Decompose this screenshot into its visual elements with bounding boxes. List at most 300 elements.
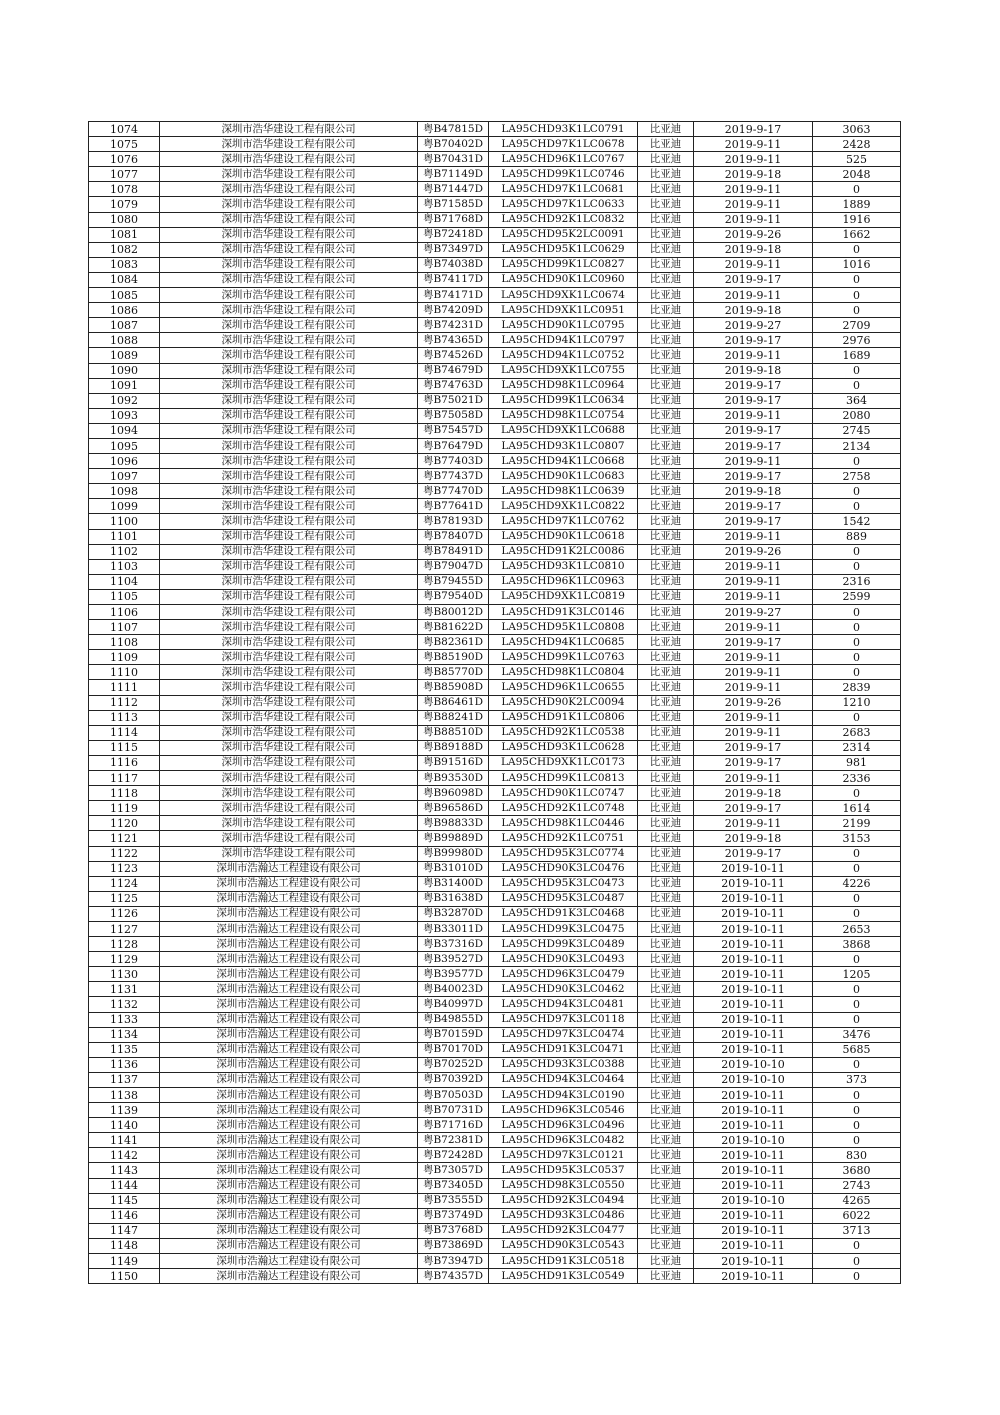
date-cell: 2019-9-11 [694,680,813,695]
vin-cell: LA95CHD91K3LC0549 [489,1269,638,1284]
row-number-cell: 1138 [89,1088,160,1103]
date-cell: 2019-9-11 [694,212,813,227]
plate-cell: 粤B75058D [418,408,489,423]
vin-cell: LA95CHD92K1LC0832 [489,212,638,227]
vin-cell: LA95CHD94K3LC0464 [489,1072,638,1087]
value-cell: 0 [813,846,901,861]
row-number-cell: 1102 [89,544,160,559]
plate-cell: 粤B40997D [418,997,489,1012]
plate-cell: 粤B73869D [418,1238,489,1253]
brand-cell: 比亚迪 [638,1223,694,1238]
date-cell: 2019-9-11 [694,620,813,635]
value-cell: 0 [813,605,901,620]
table-row [89,1057,901,1072]
company-cell: 深圳市浩瀚达工程建设有限公司 [160,861,418,876]
row-number-cell: 1135 [89,1042,160,1057]
value-cell: 2653 [813,921,901,936]
vin-cell: LA95CHD99K1LC0746 [489,167,638,182]
value-cell: 2683 [813,725,901,740]
table-row [89,1088,901,1103]
row-number-cell: 1077 [89,167,160,182]
vin-cell: LA95CHD98K1LC0754 [489,408,638,423]
company-cell: 深圳市浩华建设工程有限公司 [160,197,418,212]
table-row [89,272,901,287]
vin-cell: LA95CHD98K1LC0446 [489,816,638,831]
plate-cell: 粤B33011D [418,921,489,936]
value-cell: 0 [813,1118,901,1133]
brand-cell: 比亚迪 [638,665,694,680]
plate-cell: 粤B39527D [418,952,489,967]
row-number-cell: 1148 [89,1238,160,1253]
date-cell: 2019-9-18 [694,484,813,499]
date-cell: 2019-10-11 [694,1269,813,1284]
brand-cell: 比亚迪 [638,378,694,393]
company-cell: 深圳市浩华建设工程有限公司 [160,257,418,272]
vin-cell: LA95CHD91K1LC0806 [489,710,638,725]
row-number-cell: 1136 [89,1057,160,1072]
company-cell: 深圳市浩瀚达工程建设有限公司 [160,1042,418,1057]
value-cell: 2758 [813,469,901,484]
plate-cell: 粤B70731D [418,1103,489,1118]
value-cell: 0 [813,906,901,921]
company-cell: 深圳市浩华建设工程有限公司 [160,167,418,182]
date-cell: 2019-9-17 [694,393,813,408]
plate-cell: 粤B77641D [418,499,489,514]
value-cell: 2134 [813,438,901,453]
vin-cell: LA95CHD92K1LC0751 [489,831,638,846]
row-number-cell: 1119 [89,801,160,816]
date-cell: 2019-10-11 [694,906,813,921]
value-cell: 3476 [813,1027,901,1042]
value-cell: 0 [813,620,901,635]
company-cell: 深圳市浩华建设工程有限公司 [160,816,418,831]
plate-cell: 粤B77437D [418,469,489,484]
row-number-cell: 1103 [89,559,160,574]
plate-cell: 粤B49855D [418,1012,489,1027]
company-cell: 深圳市浩瀚达工程建设有限公司 [160,1027,418,1042]
brand-cell: 比亚迪 [638,544,694,559]
row-number-cell: 1087 [89,318,160,333]
row-number-cell: 1110 [89,665,160,680]
vin-cell: LA95CHD97K3LC0118 [489,1012,638,1027]
date-cell: 2019-10-11 [694,1088,813,1103]
vin-cell: LA95CHD91K3LC0468 [489,906,638,921]
vin-cell: LA95CHD90K3LC0493 [489,952,638,967]
company-cell: 深圳市浩华建设工程有限公司 [160,227,418,242]
value-cell: 2048 [813,167,901,182]
company-cell: 深圳市浩瀚达工程建设有限公司 [160,1269,418,1284]
company-cell: 深圳市浩华建设工程有限公司 [160,499,418,514]
company-cell: 深圳市浩华建设工程有限公司 [160,771,418,786]
vin-cell: LA95CHD99K1LC0763 [489,650,638,665]
plate-cell: 粤B74231D [418,318,489,333]
date-cell: 2019-10-10 [694,1057,813,1072]
vin-cell: LA95CHD9XK1LC0173 [489,755,638,770]
plate-cell: 粤B74365D [418,333,489,348]
plate-cell: 粤B88510D [418,725,489,740]
plate-cell: 粤B89188D [418,740,489,755]
vin-cell: LA95CHD99K1LC0813 [489,771,638,786]
plate-cell: 粤B96098D [418,786,489,801]
date-cell: 2019-9-11 [694,408,813,423]
date-cell: 2019-10-11 [694,861,813,876]
date-cell: 2019-9-18 [694,167,813,182]
brand-cell: 比亚迪 [638,363,694,378]
vin-cell: LA95CHD94K1LC0797 [489,333,638,348]
value-cell: 4265 [813,1193,901,1208]
value-cell: 0 [813,1012,901,1027]
table-row [89,122,901,137]
table-row [89,589,901,604]
table-row [89,861,901,876]
table-row [89,1254,901,1269]
company-cell: 深圳市浩华建设工程有限公司 [160,122,418,137]
vin-cell: LA95CHD99K3LC0475 [489,921,638,936]
table-row [89,680,901,695]
brand-cell: 比亚迪 [638,1042,694,1057]
value-cell: 0 [813,861,901,876]
company-cell: 深圳市浩华建设工程有限公司 [160,393,418,408]
brand-cell: 比亚迪 [638,771,694,786]
value-cell: 0 [813,378,901,393]
value-cell: 0 [813,650,901,665]
vin-cell: LA95CHD99K3LC0489 [489,937,638,952]
plate-cell: 粤B70159D [418,1027,489,1042]
date-cell: 2019-10-11 [694,921,813,936]
plate-cell: 粤B79540D [418,589,489,604]
table-row [89,1269,901,1284]
table-row [89,846,901,861]
row-number-cell: 1124 [89,876,160,891]
brand-cell: 比亚迪 [638,1133,694,1148]
table-row [89,1072,901,1087]
date-cell: 2019-9-17 [694,333,813,348]
brand-cell: 比亚迪 [638,710,694,725]
value-cell: 2336 [813,771,901,786]
table-row [89,831,901,846]
table-row [89,1163,901,1178]
row-number-cell: 1122 [89,846,160,861]
value-cell: 981 [813,755,901,770]
plate-cell: 粤B40023D [418,982,489,997]
vin-cell: LA95CHD92K1LC0748 [489,801,638,816]
value-cell: 889 [813,529,901,544]
vin-cell: LA95CHD97K1LC0678 [489,137,638,152]
row-number-cell: 1112 [89,695,160,710]
vin-cell: LA95CHD98K1LC0804 [489,665,638,680]
company-cell: 深圳市浩华建设工程有限公司 [160,242,418,257]
vin-cell: LA95CHD95K1LC0808 [489,620,638,635]
table-row [89,514,901,529]
company-cell: 深圳市浩瀚达工程建设有限公司 [160,1223,418,1238]
company-cell: 深圳市浩华建设工程有限公司 [160,318,418,333]
plate-cell: 粤B74763D [418,378,489,393]
table-row [89,469,901,484]
table-row [89,1178,901,1193]
brand-cell: 比亚迪 [638,197,694,212]
row-number-cell: 1080 [89,212,160,227]
company-cell: 深圳市浩华建设工程有限公司 [160,589,418,604]
brand-cell: 比亚迪 [638,182,694,197]
vin-cell: LA95CHD95K3LC0473 [489,876,638,891]
vin-cell: LA95CHD90K1LC0960 [489,272,638,287]
company-cell: 深圳市浩华建设工程有限公司 [160,152,418,167]
table-row [89,438,901,453]
plate-cell: 粤B32870D [418,906,489,921]
company-cell: 深圳市浩华建设工程有限公司 [160,755,418,770]
vin-cell: LA95CHD91K3LC0518 [489,1254,638,1269]
date-cell: 2019-9-11 [694,650,813,665]
date-cell: 2019-9-17 [694,740,813,755]
date-cell: 2019-10-11 [694,876,813,891]
row-number-cell: 1129 [89,952,160,967]
plate-cell: 粤B74171D [418,288,489,303]
brand-cell: 比亚迪 [638,801,694,816]
row-number-cell: 1121 [89,831,160,846]
table-row [89,559,901,574]
date-cell: 2019-9-11 [694,589,813,604]
plate-cell: 粤B73057D [418,1163,489,1178]
date-cell: 2019-9-17 [694,755,813,770]
plate-cell: 粤B73555D [418,1193,489,1208]
row-number-cell: 1127 [89,921,160,936]
date-cell: 2019-9-17 [694,469,813,484]
brand-cell: 比亚迪 [638,288,694,303]
plate-cell: 粤B71585D [418,197,489,212]
value-cell: 1210 [813,695,901,710]
plate-cell: 粤B73497D [418,242,489,257]
date-cell: 2019-10-10 [694,1193,813,1208]
vin-cell: LA95CHD96K1LC0963 [489,574,638,589]
company-cell: 深圳市浩华建设工程有限公司 [160,846,418,861]
date-cell: 2019-9-11 [694,665,813,680]
brand-cell: 比亚迪 [638,952,694,967]
row-number-cell: 1128 [89,937,160,952]
table-row [89,1208,901,1223]
brand-cell: 比亚迪 [638,816,694,831]
plate-cell: 粤B37316D [418,937,489,952]
vin-cell: LA95CHD91K2LC0086 [489,544,638,559]
date-cell: 2019-9-26 [694,695,813,710]
plate-cell: 粤B74209D [418,303,489,318]
plate-cell: 粤B74526D [418,348,489,363]
brand-cell: 比亚迪 [638,393,694,408]
plate-cell: 粤B71447D [418,182,489,197]
plate-cell: 粤B31400D [418,876,489,891]
plate-cell: 粤B47815D [418,122,489,137]
brand-cell: 比亚迪 [638,1103,694,1118]
table-row [89,288,901,303]
date-cell: 2019-9-17 [694,801,813,816]
vin-cell: LA95CHD90K3LC0543 [489,1238,638,1253]
vin-cell: LA95CHD95K3LC0487 [489,891,638,906]
row-number-cell: 1115 [89,740,160,755]
company-cell: 深圳市浩华建设工程有限公司 [160,786,418,801]
date-cell: 2019-10-11 [694,1042,813,1057]
vin-cell: LA95CHD97K1LC0681 [489,182,638,197]
vin-cell: LA95CHD90K1LC0795 [489,318,638,333]
brand-cell: 比亚迪 [638,997,694,1012]
vin-cell: LA95CHD93K1LC0791 [489,122,638,137]
company-cell: 深圳市浩华建设工程有限公司 [160,378,418,393]
row-number-cell: 1089 [89,348,160,363]
company-cell: 深圳市浩华建设工程有限公司 [160,710,418,725]
row-number-cell: 1093 [89,408,160,423]
row-number-cell: 1114 [89,725,160,740]
value-cell: 0 [813,1238,901,1253]
company-cell: 深圳市浩瀚达工程建设有限公司 [160,906,418,921]
table-row [89,257,901,272]
date-cell: 2019-9-18 [694,242,813,257]
table-row [89,318,901,333]
vin-cell: LA95CHD90K3LC0462 [489,982,638,997]
plate-cell: 粤B73768D [418,1223,489,1238]
value-cell: 0 [813,982,901,997]
brand-cell: 比亚迪 [638,1238,694,1253]
plate-cell: 粤B80012D [418,605,489,620]
value-cell: 1689 [813,348,901,363]
table-row [89,710,901,725]
table-row [89,967,901,982]
row-number-cell: 1145 [89,1193,160,1208]
date-cell: 2019-10-11 [694,967,813,982]
row-number-cell: 1134 [89,1027,160,1042]
table-row [89,921,901,936]
table-row [89,363,901,378]
plate-cell: 粤B75457D [418,423,489,438]
table-row [89,1223,901,1238]
plate-cell: 粤B70392D [418,1072,489,1087]
company-cell: 深圳市浩华建设工程有限公司 [160,559,418,574]
vin-cell: LA95CHD96K3LC0546 [489,1103,638,1118]
company-cell: 深圳市浩瀚达工程建设有限公司 [160,1118,418,1133]
brand-cell: 比亚迪 [638,1254,694,1269]
value-cell: 2080 [813,408,901,423]
value-cell: 2314 [813,740,901,755]
value-cell: 525 [813,152,901,167]
row-number-cell: 1130 [89,967,160,982]
value-cell: 1916 [813,212,901,227]
value-cell: 2839 [813,680,901,695]
date-cell: 2019-10-11 [694,1012,813,1027]
value-cell: 3680 [813,1163,901,1178]
date-cell: 2019-9-18 [694,303,813,318]
brand-cell: 比亚迪 [638,1208,694,1223]
row-number-cell: 1098 [89,484,160,499]
row-number-cell: 1142 [89,1148,160,1163]
date-cell: 2019-10-10 [694,1072,813,1087]
row-number-cell: 1104 [89,574,160,589]
company-cell: 深圳市浩华建设工程有限公司 [160,212,418,227]
row-number-cell: 1139 [89,1103,160,1118]
brand-cell: 比亚迪 [638,1057,694,1072]
row-number-cell: 1075 [89,137,160,152]
plate-cell: 粤B70170D [418,1042,489,1057]
plate-cell: 粤B73405D [418,1178,489,1193]
value-cell: 2428 [813,137,901,152]
value-cell: 0 [813,544,901,559]
vin-cell: LA95CHD96K3LC0496 [489,1118,638,1133]
row-number-cell: 1091 [89,378,160,393]
vin-cell: LA95CHD94K1LC0685 [489,635,638,650]
company-cell: 深圳市浩瀚达工程建设有限公司 [160,1012,418,1027]
table-row [89,499,901,514]
plate-cell: 粤B99980D [418,846,489,861]
table-row [89,1118,901,1133]
date-cell: 2019-9-17 [694,423,813,438]
plate-cell: 粤B71149D [418,167,489,182]
value-cell: 0 [813,952,901,967]
vin-cell: LA95CHD97K3LC0474 [489,1027,638,1042]
vin-cell: LA95CHD93K1LC0807 [489,438,638,453]
date-cell: 2019-9-17 [694,272,813,287]
date-cell: 2019-10-11 [694,1103,813,1118]
date-cell: 2019-10-11 [694,952,813,967]
date-cell: 2019-9-26 [694,544,813,559]
date-cell: 2019-10-11 [694,982,813,997]
vin-cell: LA95CHD93K3LC0388 [489,1057,638,1072]
plate-cell: 粤B72418D [418,227,489,242]
row-number-cell: 1076 [89,152,160,167]
table-row [89,906,901,921]
row-number-cell: 1146 [89,1208,160,1223]
plate-cell: 粤B74679D [418,363,489,378]
table-row [89,1133,901,1148]
vin-cell: LA95CHD9XK1LC0674 [489,288,638,303]
value-cell: 1614 [813,801,901,816]
value-cell: 0 [813,454,901,469]
row-number-cell: 1078 [89,182,160,197]
row-number-cell: 1126 [89,906,160,921]
date-cell: 2019-9-11 [694,152,813,167]
value-cell: 2976 [813,333,901,348]
plate-cell: 粤B31010D [418,861,489,876]
plate-cell: 粤B39577D [418,967,489,982]
table-row [89,891,901,906]
table-row [89,303,901,318]
row-number-cell: 1113 [89,710,160,725]
row-number-cell: 1079 [89,197,160,212]
table-row [89,771,901,786]
plate-cell: 粤B79455D [418,574,489,589]
vin-cell: LA95CHD93K1LC0810 [489,559,638,574]
value-cell: 3868 [813,937,901,952]
value-cell: 1889 [813,197,901,212]
value-cell: 3063 [813,122,901,137]
date-cell: 2019-9-18 [694,831,813,846]
value-cell: 0 [813,499,901,514]
row-number-cell: 1118 [89,786,160,801]
vin-cell: LA95CHD95K3LC0774 [489,846,638,861]
date-cell: 2019-10-11 [694,997,813,1012]
table-row [89,876,901,891]
brand-cell: 比亚迪 [638,1118,694,1133]
value-cell: 5685 [813,1042,901,1057]
table-row [89,393,901,408]
table-row [89,378,901,393]
table-row [89,423,901,438]
table-row [89,937,901,952]
table-row [89,755,901,770]
brand-cell: 比亚迪 [638,318,694,333]
vin-cell: LA95CHD91K3LC0146 [489,605,638,620]
value-cell: 0 [813,559,901,574]
date-cell: 2019-9-11 [694,816,813,831]
plate-cell: 粤B72428D [418,1148,489,1163]
vin-cell: LA95CHD9XK1LC0951 [489,303,638,318]
vin-cell: LA95CHD90K3LC0476 [489,861,638,876]
company-cell: 深圳市浩瀚达工程建设有限公司 [160,982,418,997]
